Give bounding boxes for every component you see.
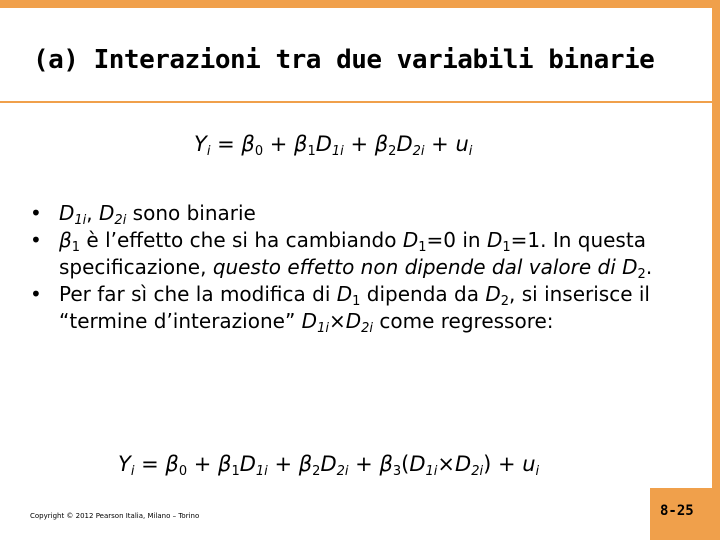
eq1-beta1-sub: 1 <box>307 144 316 159</box>
eq2-beta1: β <box>218 452 232 476</box>
b3-d1-sub: 1 <box>352 294 361 309</box>
eq2-d2x-sub: 2i <box>471 464 484 479</box>
eq1-beta2-sub: 2 <box>388 144 397 159</box>
eq1-y-sub: i <box>206 144 211 159</box>
eq1-d1: D <box>315 132 332 156</box>
b1-comma: , <box>86 201 100 225</box>
b3-text4: come regressore: <box>373 309 554 333</box>
b2-d2: D <box>622 255 638 279</box>
b2-text2: =0 in <box>426 228 487 252</box>
eq1-equals: = <box>210 132 242 156</box>
b3-times: × <box>328 309 346 333</box>
b2-d1b: D <box>486 228 503 252</box>
eq2-times: × <box>437 452 456 476</box>
eq1-beta2: β <box>374 132 389 156</box>
eq2-beta3: β <box>379 452 393 476</box>
eq1-u-sub: i <box>468 144 473 159</box>
eq2-u: u <box>522 452 536 476</box>
eq2-y-sub: i <box>130 464 135 479</box>
eq2-y: Y <box>118 452 131 476</box>
eq1-d1-sub: 1i <box>331 144 344 159</box>
b2-beta1: β <box>59 228 72 252</box>
b2-d2-sub: 2 <box>637 267 646 282</box>
eq2-plus4: + <box>491 452 523 476</box>
b3-d1: D <box>336 282 353 306</box>
eq2-plus1: + <box>187 452 219 476</box>
b1-d2: D <box>99 201 115 225</box>
eq1-beta1: β <box>294 132 308 156</box>
equation-main <box>194 132 473 159</box>
b1-d1: D <box>59 201 75 225</box>
bullet-interaction <box>30 281 680 335</box>
b3-d2i: D <box>345 309 362 333</box>
eq2-u-sub: i <box>535 464 540 479</box>
b2-beta1-sub: 1 <box>71 240 81 255</box>
eq2-d2x: D <box>455 452 472 476</box>
bullet-binary <box>30 200 680 227</box>
eq2-d2: D <box>320 452 337 476</box>
eq2-beta0-sub: 0 <box>178 464 188 479</box>
eq2-d2-sub: 2i <box>336 464 349 479</box>
b1-text: sono binarie <box>126 201 256 225</box>
eq2-equals: = <box>134 452 166 476</box>
b2-text1: è l’effetto che si ha cambiando <box>80 228 403 252</box>
equation-interaction <box>118 452 540 479</box>
b3-text2: dipenda da <box>360 282 486 306</box>
b3-d2i-sub: 2i <box>361 321 374 336</box>
b2-d1b-sub: 1 <box>502 240 511 255</box>
eq2-beta1-sub: 1 <box>231 464 240 479</box>
b2-text5: . <box>645 255 653 279</box>
b1-d2-sub: 2i <box>114 213 127 228</box>
eq2-beta3-sub: 3 <box>392 464 402 479</box>
b2-text3: =1. In questa specificazione, <box>59 228 646 279</box>
b3-d1i: D <box>301 309 318 333</box>
eq1-plus2: + <box>343 132 375 156</box>
bullet-list <box>30 200 680 335</box>
eq1-y: Y <box>194 132 207 156</box>
eq1-plus3: + <box>424 132 456 156</box>
copyright-footer: Copyright © 2012 Pearson Italia, Milano – Torino <box>30 512 200 520</box>
eq1-beta0-sub: 0 <box>254 144 264 159</box>
eq2-d1-sub: 1i <box>255 464 268 479</box>
eq2-d1: D <box>239 452 256 476</box>
eq1-d2-sub: 2i <box>412 144 425 159</box>
eq2-plus3: + <box>348 452 380 476</box>
b3-d2-sub: 2 <box>500 294 510 309</box>
bullet-effect <box>30 227 680 281</box>
b1-d1-sub: 1i <box>74 213 87 228</box>
b3-text1: Per far sì che la modifica di <box>59 282 337 306</box>
eq2-d1x-sub: 1i <box>425 464 438 479</box>
slide-title: (a) Interazioni tra due variabili binarie <box>33 45 655 75</box>
eq2-beta2: β <box>298 452 313 476</box>
b3-text3: , si inserisce il “termine d’interazione” <box>59 282 650 333</box>
b2-text4: questo effetto non dipende dal valore di <box>212 255 623 279</box>
eq1-u: u <box>455 132 469 156</box>
eq2-beta0: β <box>165 452 179 476</box>
eq2-close-paren: ) <box>483 452 492 476</box>
eq2-d1x: D <box>409 452 426 476</box>
eq1-d2: D <box>396 132 413 156</box>
b2-d1a-sub: 1 <box>418 240 427 255</box>
b3-d2: D <box>485 282 501 306</box>
eq2-plus2: + <box>267 452 299 476</box>
b2-d1a: D <box>402 228 419 252</box>
eq1-beta0: β <box>241 132 255 156</box>
b3-d1i-sub: 1i <box>317 321 329 336</box>
page-number: 8-25 <box>660 503 694 519</box>
eq1-plus1: + <box>263 132 295 156</box>
eq2-open-paren: ( <box>401 452 410 476</box>
eq2-beta2-sub: 2 <box>312 464 321 479</box>
title-divider <box>0 101 712 103</box>
